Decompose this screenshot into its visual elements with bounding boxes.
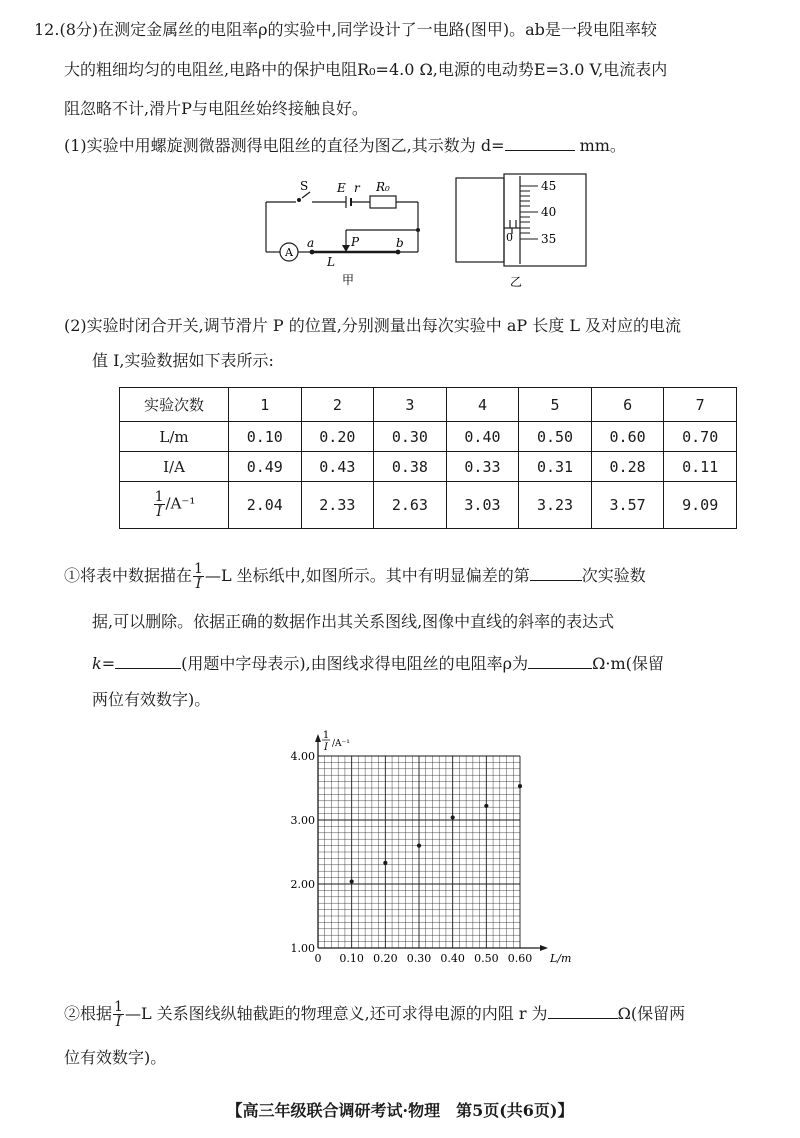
q2-line-1: [64, 998, 685, 1030]
data-point: [417, 844, 421, 848]
table-cell: 2.63: [374, 481, 447, 528]
table-head-unit: /A⁻¹: [165, 494, 196, 513]
question-line-3: 阻忽略不计,滑片P与电阻丝始终接触良好。: [64, 99, 368, 118]
table-head: L/m: [120, 422, 229, 452]
circuit-diagram: [258, 178, 438, 290]
data-table: [119, 387, 737, 529]
table-cell: 0.33: [446, 452, 519, 482]
table-cell: 0.40: [446, 422, 519, 452]
micrometer-tick-40: 40: [541, 205, 557, 219]
part2-line-2: 值 I,实验数据如下表所示:: [92, 351, 274, 370]
table-cell: 6: [591, 388, 664, 422]
data-point: [350, 879, 354, 883]
part1-line: [64, 132, 626, 158]
table-cell: 0.20: [301, 422, 374, 452]
table-cell: 1: [229, 388, 302, 422]
part1-text: (1)实验中用螺旋测微器测得电阻丝的直径为图乙,其示数为 d=: [64, 136, 505, 155]
label-emf: E: [337, 181, 346, 195]
x-tick-label: 0.20: [373, 952, 398, 965]
label-a: a: [307, 236, 315, 250]
answer-blank-rho[interactable]: [528, 650, 592, 669]
label-switch: S: [300, 179, 309, 193]
table-cell: 0.10: [229, 422, 302, 452]
micrometer-tick-35: 35: [541, 232, 557, 246]
label-b: b: [396, 236, 404, 250]
part2-line-1: (2)实验时闭合开关,调节滑片 P 的位置,分别测量出每次实验中 aP 长度 L 及对应的电流: [64, 316, 682, 335]
label-r0: R₀: [376, 180, 390, 194]
table-cell: 0.60: [591, 422, 664, 452]
table-cell: 3.03: [446, 481, 519, 528]
q2-line-2: 位有效数字)。: [64, 1048, 167, 1067]
table-cell: 0.30: [374, 422, 447, 452]
label-internal-r: r: [354, 181, 360, 195]
page-footer: 【高三年级联合调研考试·物理 第5页(共6页)】: [226, 1101, 574, 1120]
table-cell: 0.49: [229, 452, 302, 482]
answer-blank-r[interactable]: [548, 1000, 618, 1019]
table-head: 实验次数: [120, 388, 229, 422]
table-cell: 0.50: [519, 422, 592, 452]
y-tick-label: 3.00: [290, 814, 315, 827]
inverse-current-vs-length-chart: [280, 728, 580, 978]
answer-blank-k[interactable]: [115, 650, 181, 669]
table-cell: 0.11: [664, 452, 737, 482]
inverse-current-fraction: $\frac{1}{I}$: [194, 561, 203, 592]
part1-unit: mm。: [574, 136, 626, 155]
x-tick-label: 0: [314, 952, 322, 965]
table-cell: 0.70: [664, 422, 737, 452]
q1-text-unit: Ω·m(保留: [592, 654, 664, 673]
table-cell: 2: [301, 388, 374, 422]
caption-yi: 乙: [510, 275, 523, 289]
caption-jia: 甲: [342, 273, 355, 287]
table-cell: 2.04: [229, 481, 302, 528]
data-point: [484, 804, 488, 808]
x-tick-label: 0.30: [406, 952, 432, 965]
q1-text-b: —L 坐标纸中,如图所示。其中有明显偏差的第: [204, 566, 530, 585]
y-tick-label: 2.00: [290, 878, 315, 891]
y-axis-label-den: I: [324, 742, 328, 753]
q1-line-3: [92, 650, 664, 676]
micrometer-zero: 0: [506, 231, 513, 244]
data-point: [518, 784, 522, 788]
y-axis-label-num: 1: [322, 730, 330, 741]
table-cell: 5: [519, 388, 592, 422]
x-axis-label: L/m: [550, 952, 572, 965]
table-cell: 0.38: [374, 452, 447, 482]
q1-text-c: 次实验数: [581, 566, 646, 585]
label-l: L: [327, 255, 335, 269]
q2-text-c: Ω(保留两: [617, 1004, 686, 1023]
inverse-current-fraction: $\frac{1}{I}$: [154, 489, 164, 521]
q1-line-4: 两位有效数字)。: [92, 690, 211, 709]
question-line-1: 12.(8分)在测定金属丝的电阻率ρ的实验中,同学设计了一电路(图甲)。ab是一段电阻率较: [34, 20, 657, 39]
y-tick-label: 4.00: [290, 750, 315, 763]
label-p: P: [351, 235, 360, 249]
table-cell: 3: [374, 388, 447, 422]
table-row: [120, 388, 737, 422]
table-row: [120, 452, 737, 482]
y-axis-arrow: [315, 734, 321, 742]
table-cell: 3.23: [519, 481, 592, 528]
micrometer-diagram: [454, 172, 594, 290]
table-row: [120, 422, 737, 452]
x-tick-label: 0.50: [474, 952, 499, 965]
table-head: [120, 481, 229, 528]
data-point: [451, 815, 455, 819]
answer-blank-trial[interactable]: [530, 562, 582, 581]
table-row: [120, 481, 737, 528]
q2-text-b: —L 关系图线纵轴截距的物理意义,还可求得电源的内阻 r 为: [124, 1004, 548, 1023]
y-tick-label: 1.00: [290, 942, 315, 955]
table-cell: 4: [446, 388, 519, 422]
micrometer-tick-45: 45: [541, 179, 557, 193]
q2-text-a: ②根据: [64, 1004, 113, 1023]
table-cell: 0.28: [591, 452, 664, 482]
answer-blank-d[interactable]: [505, 132, 575, 151]
q1-text-rho: (用题中字母表示),由图线求得电阻丝的电阻率ρ为: [181, 654, 529, 673]
table-cell: 7: [664, 388, 737, 422]
y-axis-label-unit: /A⁻¹: [332, 739, 350, 749]
inverse-current-fraction: $\frac{1}{I}$: [114, 999, 123, 1030]
q1-text-a: ①将表中数据描在: [64, 566, 193, 585]
q1-line-2: 据,可以删除。依据正确的数据作出其关系图线,图像中直线的斜率的表达式: [92, 612, 615, 631]
x-tick-label: 0.40: [440, 952, 465, 965]
x-tick-label: 0.10: [339, 952, 364, 965]
x-axis-arrow: [540, 945, 548, 951]
q1-line-1: [64, 560, 646, 592]
table-head: I/A: [120, 452, 229, 482]
table-cell: 0.43: [301, 452, 374, 482]
data-point: [383, 861, 387, 865]
label-ammeter: A: [285, 246, 293, 259]
q1-k-label: k=: [92, 654, 116, 673]
table-cell: 9.09: [664, 481, 737, 528]
table-cell: 2.33: [301, 481, 374, 528]
x-tick-label: 0.60: [507, 952, 533, 965]
table-cell: 0.31: [519, 452, 592, 482]
question-line-2: 大的粗细均匀的电阻丝,电路中的保护电阻R₀=4.0 Ω,电源的电动势E=3.0 V,电流表内: [64, 60, 668, 79]
table-cell: 3.57: [591, 481, 664, 528]
